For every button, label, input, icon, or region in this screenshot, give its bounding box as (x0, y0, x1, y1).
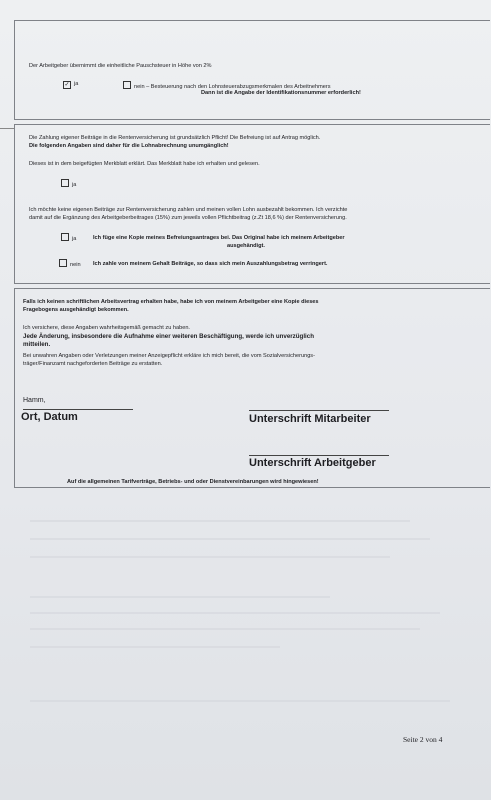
declaration-section (14, 288, 490, 488)
ort-line (23, 409, 133, 410)
befreiung-option-ja[interactable]: ja (61, 233, 76, 243)
beitraege-option-nein[interactable]: nein (59, 259, 81, 269)
verzicht-line1: Ich möchte keine eigenen Beiträge zur Rentenversicherung zahlen und meinen vollen Lohn ausbezahlt bekommen. Ich verzichte (29, 207, 348, 213)
margin-line (0, 128, 14, 129)
befreiung-text2: ausgehändigt. (227, 243, 265, 249)
rv-line2: Die folgenden Angaben sind daher für die Lohnabrechnung unumgänglich! (29, 143, 229, 149)
jede-line1: Jede Änderung, insbesondere die Aufnahme einer weiteren Beschäftigung, werde ich unverzüglich (23, 333, 314, 340)
checkbox-icon[interactable] (59, 259, 67, 267)
falls-line1: Falls ich keinen schriftlichen Arbeitsvertrag erhalten habe, habe ich von meinem Arbeitgeber eine Kopie dieses (23, 299, 319, 305)
rentenversicherung-section (14, 124, 490, 284)
checkbox-checked-icon[interactable]: ✓ (64, 82, 70, 88)
identification-note: Dann ist die Angabe der Identifikationsnummer erforderlich! (201, 90, 361, 96)
ort-datum-label: Ort, Datum (21, 411, 78, 423)
rv-line1: Die Zahlung eigener Beiträge in die Rentenversicherung ist grundsätzlich Pflicht! Die Befreiung ist auf Antrag möglich. (29, 135, 321, 141)
beitraege-text: Ich zahle von meinem Gehalt Beiträge, so dass sich mein Auszahlungsbetrag verringert. (93, 261, 328, 267)
tarif-footer-note: Auf die allgemeinen Tarifverträge, Betriebs- und oder Dienstvereinbarungen wird hingewiesen! (67, 479, 319, 485)
signature-employee-line[interactable] (249, 410, 389, 411)
signature-employer-line[interactable] (249, 455, 389, 456)
pauschsteuer-text: Der Arbeitgeber übernimmt die einheitliche Pauschsteuer in Höhe von 2% (29, 63, 212, 69)
jede-line2: mitteilen. (23, 341, 51, 348)
befreiung-text1: Ich füge eine Kopie meines Befreiungsantrages bei. Das Original habe ich meinem Arbeitgeber (93, 235, 345, 241)
option-ja[interactable]: ✓ ja (64, 81, 79, 88)
merkblatt-option-ja[interactable]: ja (61, 179, 76, 189)
versichere-text: Ich versichere, diese Angaben wahrheitsgemäß gemacht zu haben. (23, 325, 190, 331)
signature-employer-label: Unterschrift Arbeitgeber (249, 457, 376, 469)
checkbox-icon[interactable] (61, 179, 69, 187)
ort-value[interactable]: Hamm, (23, 397, 46, 404)
checkbox-icon[interactable] (123, 81, 131, 89)
page-number: Seite 2 von 4 (403, 735, 443, 744)
signature-employee-label: Unterschrift Mitarbeiter (249, 413, 371, 425)
verzicht-line2: damit auf die Ergänzung des Arbeitgeberbeitrages (15%) zum jeweils vollen Pflichtbeitrag (z.Zt 18,6 %) der Rentenversicherung. (29, 215, 347, 221)
merkblatt-text: Dieses ist in dem beigefügten Merkblatt erklärt. Das Merkblatt habe ich erhalten und gelesen. (29, 161, 260, 167)
pauschsteuer-section (14, 20, 490, 120)
option-nein[interactable]: nein – Besteuerung nach den Lohnsteuerabzugsmerkmalen des Arbeitnehmers (123, 81, 331, 91)
checkbox-icon[interactable] (61, 233, 69, 241)
falls-line2: Fragebogens ausgehändigt bekommen. (23, 307, 129, 313)
bei-line1: Bei unwahren Angaben oder Verletzungen meiner Anzeigepflicht erkläre ich mich bereit, die vom Sozialversicherungs- (23, 353, 315, 359)
bei-line2: träger/Finanzamt nachgeforderten Beiträge zu erstatten. (23, 361, 163, 367)
